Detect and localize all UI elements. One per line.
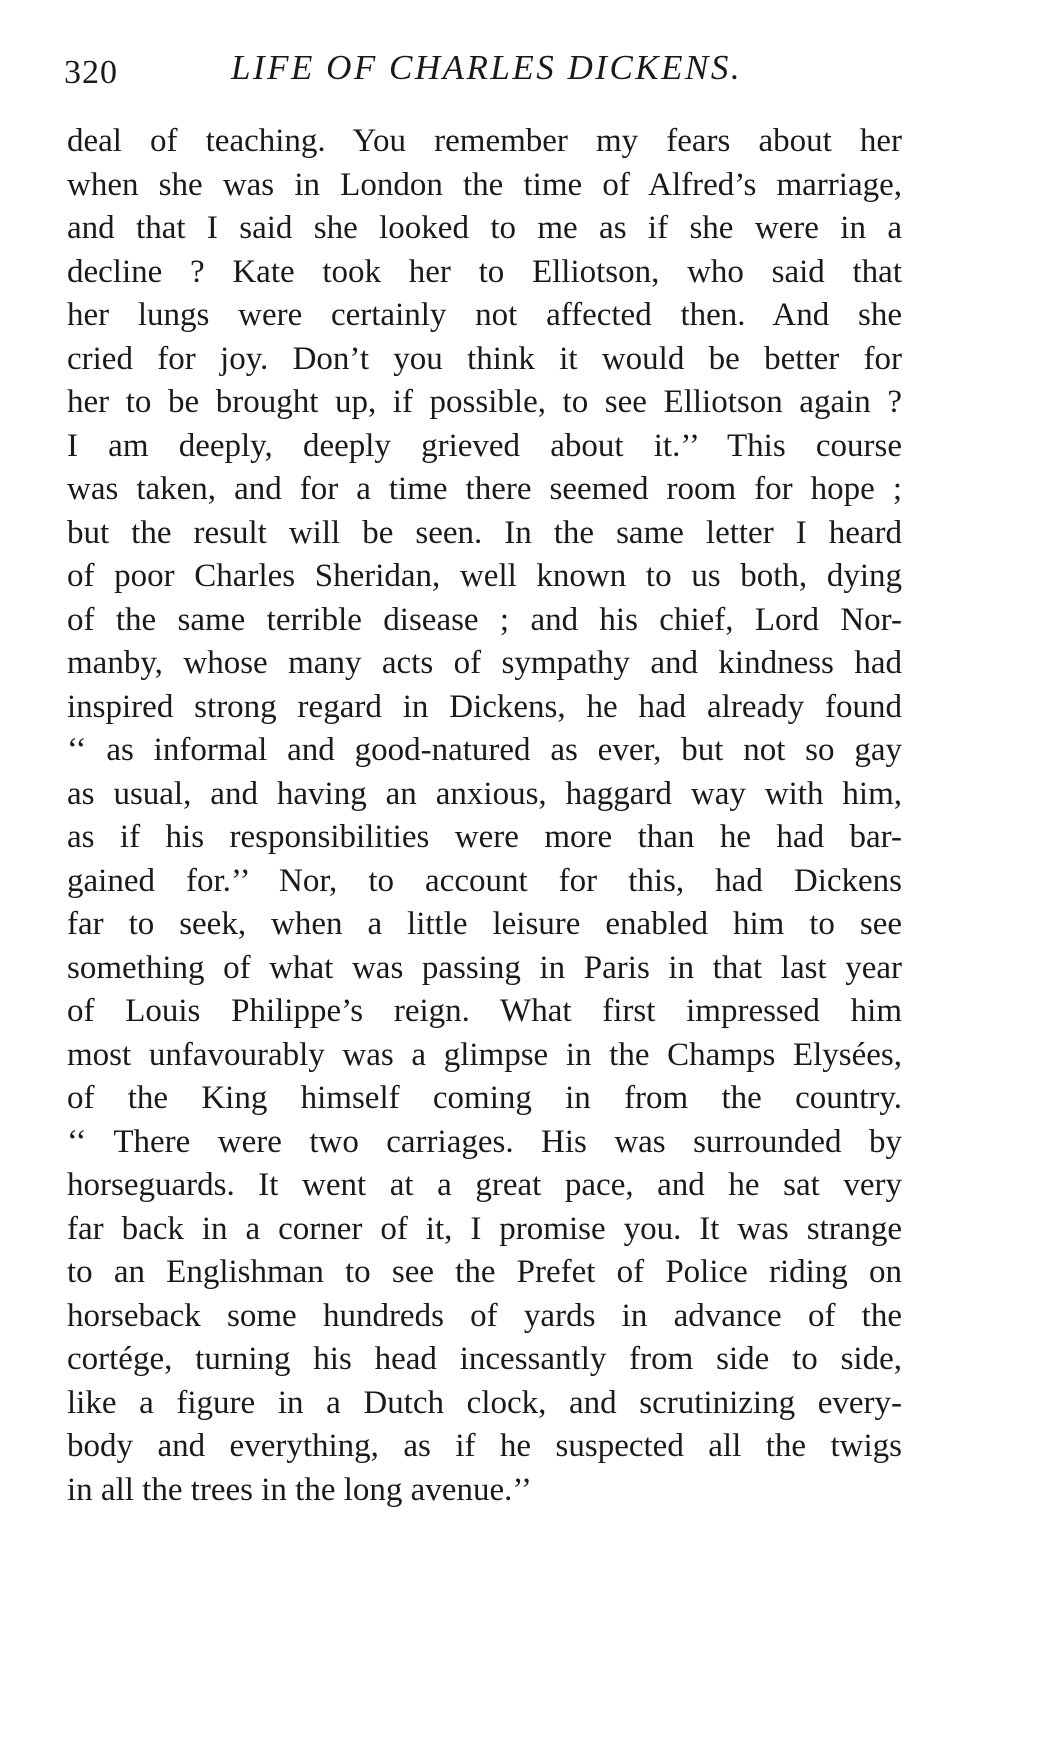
text-line: of poor Charles Sheridan, well known to us both, dying — [67, 558, 902, 594]
text-line: but the result will be seen. In the same letter I heard — [67, 514, 902, 551]
text-line: ‘‘ as informal and good-natured as ever, but not so gay — [67, 732, 902, 768]
text-line: like a figure in a Dutch clock, and scrutinizing every- — [67, 1384, 902, 1421]
body-text — [67, 120, 902, 1512]
text-line: something of what was passing in Paris in that last year — [67, 949, 902, 986]
text-line: of the same terrible disease ; and his chief, Lord Nor- — [67, 601, 902, 638]
text-line: horseguards. It went at a great pace, and he sat very — [67, 1167, 902, 1203]
text-line: as if his responsibilities were more than he had bar- — [67, 819, 902, 855]
text-line: in all the trees in the long avenue.’’ — [67, 1471, 532, 1508]
text-line: far to seek, when a little leisure enabled him to see — [67, 906, 902, 942]
text-line: of Louis Philippe’s reign. What first impressed him — [67, 993, 902, 1029]
text-line: most unfavourably was a glimpse in the Champs Elysées, — [67, 1036, 902, 1073]
text-line: inspired strong regard in Dickens, he had already found — [67, 688, 902, 725]
page-number: 320 — [64, 54, 118, 91]
text-line: was taken, and for a time there seemed room for hope ; — [67, 471, 902, 507]
text-line: body and everything, as if he suspected all the twigs — [67, 1428, 902, 1464]
text-line: when she was in London the time of Alfred’s marriage, — [67, 166, 902, 203]
running-title: LIFE OF CHARLES DICKENS. — [231, 48, 743, 87]
text-line: cortége, turning his head incessantly from side to side, — [67, 1341, 902, 1377]
text-line: ‘‘ There were two carriages. His was surrounded by — [67, 1123, 902, 1160]
text-line: as usual, and having an anxious, haggard way with him, — [67, 775, 902, 812]
text-line: decline ? Kate took her to Elliotson, who said that — [67, 253, 902, 290]
text-line: deal of teaching. You remember my fears about her — [67, 123, 902, 159]
text-line: I am deeply, deeply grieved about it.’’ This course — [67, 427, 902, 464]
text-line: manby, whose many acts of sympathy and kindness had — [67, 645, 902, 681]
text-line: cried for joy. Don’t you think it would be better for — [67, 340, 902, 377]
text-line: to an Englishman to see the Prefet of Police riding on — [67, 1254, 902, 1290]
text-line: far back in a corner of it, I promise you. It was strange — [67, 1210, 902, 1247]
text-line: her lungs were certainly not affected then. And she — [67, 297, 902, 333]
text-line: of the King himself coming in from the country. — [67, 1080, 902, 1116]
text-line: horseback some hundreds of yards in advance of the — [67, 1297, 902, 1334]
text-line: her to be brought up, if possible, to see Elliotson again ? — [67, 384, 902, 420]
running-head — [64, 48, 964, 98]
text-line: and that I said she looked to me as if she were in a — [67, 210, 902, 246]
text-line: gained for.’’ Nor, to account for this, had Dickens — [67, 862, 902, 899]
